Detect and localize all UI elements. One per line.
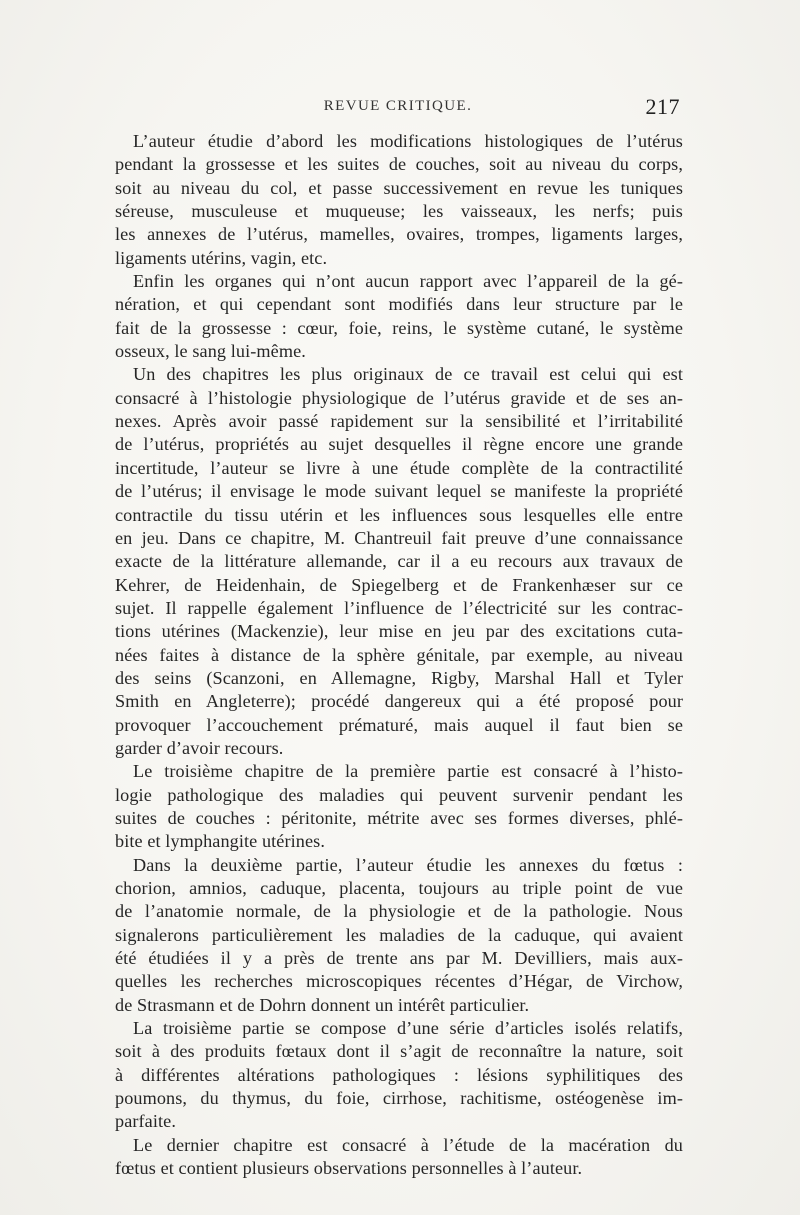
running-head: REVUE CRITIQUE. xyxy=(323,98,473,114)
text-line: les annexes de l’utérus, mamelles, ovaires, trompes, ligaments larges, xyxy=(115,224,683,245)
text-line: fœtus et contient plusieurs observations personnelles à l’auteur. xyxy=(115,1158,583,1179)
text-line: tions utérines (Mackenzie), leur mise en jeu par des excitations cuta- xyxy=(115,621,683,642)
text-line: de l’utérus; il envisage le mode suivant lequel se manifeste la propriété xyxy=(115,481,683,502)
text-line: La troisième partie se compose d’une série d’articles isolés relatifs, xyxy=(133,1018,683,1039)
text-line: suites de couches : péritonite, métrite avec ses formes diverses, phlé- xyxy=(115,807,683,828)
text-line: parfaite. xyxy=(115,1111,176,1132)
text-line: à différentes altérations pathologiques : lésions syphilitiques des xyxy=(115,1064,683,1085)
text-line: nération, et qui cependant sont modifiés dans leur structure par le xyxy=(115,294,683,315)
text-line: de l’utérus, propriétés au sujet desquelles il règne encore une grande xyxy=(115,434,683,455)
page-number: 217 xyxy=(645,94,680,119)
text-line: en jeu. Dans ce chapitre, M. Chantreuil fait preuve d’une connaissance xyxy=(115,527,683,548)
text-line: pendant la grossesse et les suites de couches, soit au niveau du corps, xyxy=(115,154,683,175)
text-line: de Strasmann et de Dohrn donnent un intérêt particulier. xyxy=(115,994,530,1015)
text-line: provoquer l’accouchement prématuré, mais auquel il faut bien se xyxy=(115,714,683,735)
text-line: séreuse, musculeuse et muqueuse; les vaisseaux, les nerfs; puis xyxy=(115,201,683,222)
text-line: ligaments utérins, vagin, etc. xyxy=(115,247,328,268)
text-line: poumons, du thymus, du foie, cirrhose, rachitisme, ostéogenèse im- xyxy=(115,1088,683,1109)
text-line: Kehrer, de Heidenhain, de Spiegelberg et de Frankenhæser sur ce xyxy=(115,574,683,595)
text-line: contractile du tissu utérin et les influences sous lesquelles elle entre xyxy=(115,504,683,525)
text-line: Enfin les organes qui n’ont aucun rapport avec l’appareil de la gé- xyxy=(133,271,683,292)
text-line: consacré à l’histologie physiologique de l’utérus gravide et de ses an- xyxy=(115,387,683,408)
text-line: sujet. Il rappelle également l’influence de l’électricité sur les contrac- xyxy=(115,597,683,618)
text-line: nées faites à distance de la sphère génitale, par exemple, au niveau xyxy=(115,644,683,665)
text-line: chorion, amnios, caduque, placenta, toujours au triple point de vue xyxy=(115,878,683,898)
text-line: Le dernier chapitre est consacré à l’étude de la macération du xyxy=(133,1134,683,1155)
text-line: Un des chapitres les plus originaux de ce travail est celui qui est xyxy=(133,364,683,385)
text-line: Smith en Angleterre); procédé dangereux qui a été proposé pour xyxy=(115,691,683,712)
text-line: quelles les recherches microscopiques récentes d’Hégar, de Virchow, xyxy=(115,971,683,992)
text-line: exacte de la littérature allemande, car il a eu recours aux travaux de xyxy=(115,551,683,572)
text-line: osseux, le sang lui-même. xyxy=(115,341,306,362)
text-line: de l’anatomie normale, de la physiologie et de la pathologie. Nous xyxy=(115,901,683,922)
text-line: incertitude, l’auteur se livre à une étude complète de la contractilité xyxy=(115,457,683,478)
text-line: bite et lymphangite utérines. xyxy=(115,831,325,852)
page-header xyxy=(112,94,684,120)
text-line: Le troisième chapitre de la première partie est consacré à l’histo- xyxy=(133,761,683,782)
text-line: nexes. Après avoir passé rapidement sur la sensibilité et l’irritabilité xyxy=(115,411,683,432)
text-line: logie pathologique des maladies qui peuvent survenir pendant les xyxy=(115,784,683,805)
text-line: fait de la grossesse : cœur, foie, reins, le système cutané, le système xyxy=(115,317,683,338)
body-text xyxy=(115,130,683,1180)
text-line: des seins (Scanzoni, en Allemagne, Rigby, Marshal Hall et Tyler xyxy=(115,667,683,688)
text-line: soit au niveau du col, et passe successivement en revue les tuniques xyxy=(115,177,683,198)
text-line: soit à des produits fœtaux dont il s’agit de reconnaître la nature, soit xyxy=(115,1041,683,1062)
text-line: été étudiées il y a près de trente ans par M. Devilliers, mais aux- xyxy=(115,948,683,969)
text-line: Dans la deuxième partie, l’auteur étudie les annexes du fœtus : xyxy=(133,854,683,875)
text-line: L’auteur étudie d’abord les modifications histologiques de l’utérus xyxy=(133,131,683,151)
text-line: garder d’avoir recours. xyxy=(115,737,284,758)
text-line: signalerons particulièrement les maladies de la caduque, qui avaient xyxy=(115,924,683,945)
